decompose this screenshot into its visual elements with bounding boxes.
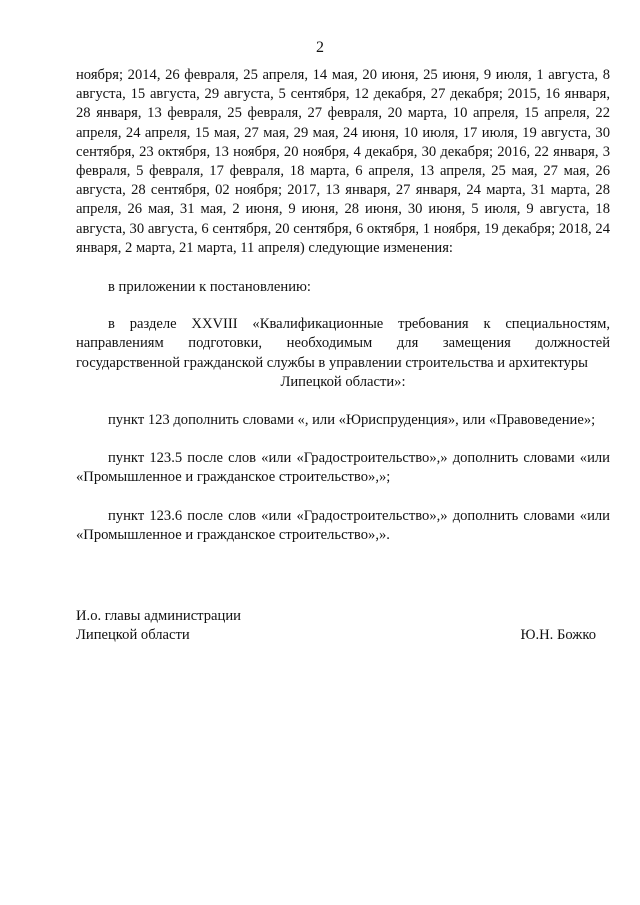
- signature-position-line1: И.о. главы администрации: [76, 608, 241, 624]
- section-xxviii-paragraph: [76, 315, 610, 392]
- section-xxviii-tail: Липецкой области»:: [280, 373, 406, 390]
- signature-line: [76, 626, 596, 645]
- item-123-6-paragraph: пункт 123.6 после слов «или «Градостроительство»,» дополнить словами «или «Промышленное и гражданское строительство»,».: [76, 507, 610, 543]
- signature-block: [76, 607, 596, 645]
- dates-paragraph: ноября; 2014, 26 февраля, 25 апреля, 14 мая, 20 июня, 25 июня, 9 июля, 1 августа, 8 августа, 15 августа, 29 августа, 5 сентября, 12 декабря, 27 декабря; 2015, 16 января, 28 января, 13 февраля, 25 февраля, 27 февраля, 20 марта, 10 апреля, 15 апреля, 22 апреля, 24 апреля, 15 мая, 27 мая, 29 мая, 24 июня, 10 июля, 17 июля, 19 августа, 30 сентября, 23 октября, 13 ноября, 20 ноября, 4 декабря, 30 декабря; 2016, 22 января, 3 февраля, 5 февраля, 17 февраля, 18 марта, 6 апреля, 13 апреля, 25 мая, 27 мая, 26 августа, 28 сентября, 02 ноября; 2017, 13 января, 27 января, 24 марта, 31 марта, 28 апреля, 26 мая, 31 мая, 2 июня, 9 июня, 28 июня, 30 июня, 5 июля, 9 августа, 18 августа, 30 августа, 6 сентября, 20 сентября, 6 октября, 1 ноября, 19 декабря; 2018, 24 января, 2 марта, 21 марта, 11 апреля) следующие изменения:: [76, 67, 610, 256]
- item-123-paragraph: пункт 123 дополнить словами «, или «Юриспруденция», или «Правоведение»;: [108, 412, 596, 429]
- signature-position-line2: Липецкой области: [76, 627, 190, 644]
- section-xxviii-text: в разделе XXVIII «Квалификационные требования к специальностям, направлениям подготовки, необходимым для замещения должностей государственной гражданской службы в управлении строительства и архитектуры: [76, 316, 610, 371]
- page-number: 2: [316, 39, 324, 56]
- document-body: [76, 66, 610, 545]
- item-123-5-paragraph: пункт 123.5 после слов «или «Градостроительство»,» дополнить словами «или «Промышленное и гражданское строительство»,»;: [76, 450, 610, 486]
- signature-name: Ю.Н. Божко: [520, 627, 596, 644]
- appendix-paragraph: в приложении к постановлению:: [108, 279, 311, 296]
